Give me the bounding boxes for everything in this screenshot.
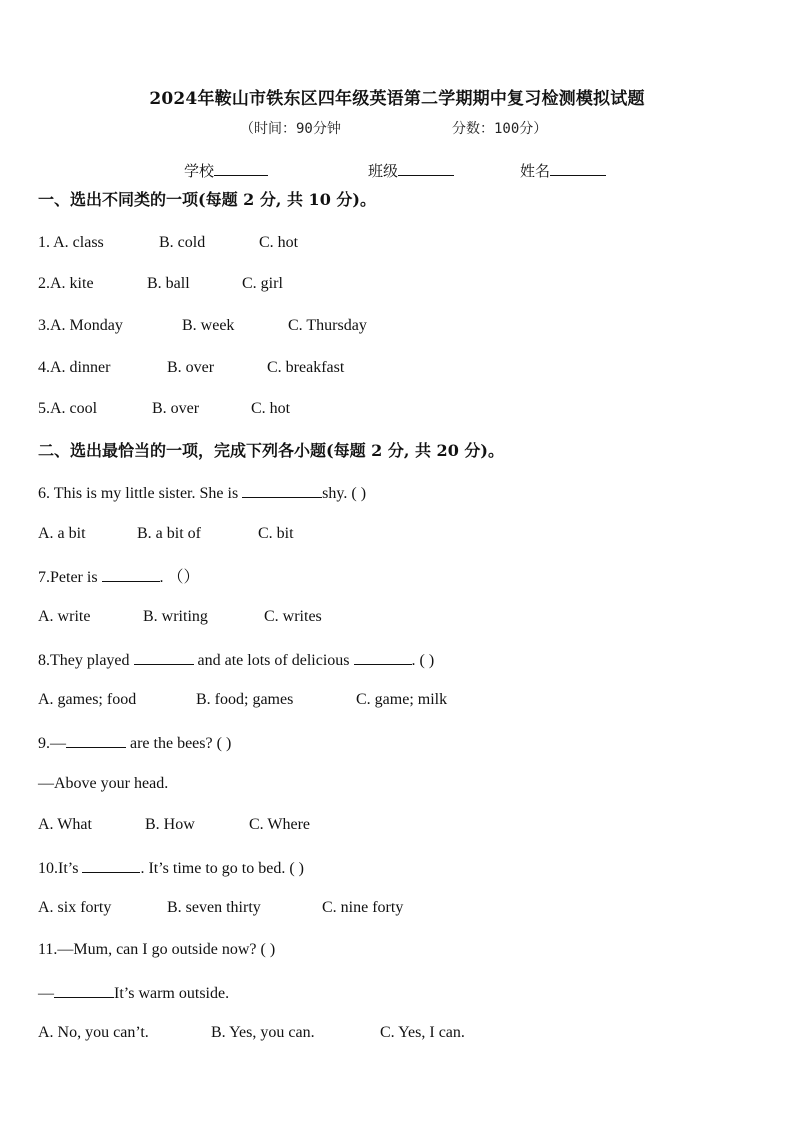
q8-option-a: A. games; food bbox=[38, 691, 137, 708]
q11-blank[interactable] bbox=[54, 981, 114, 998]
q5-option-a: 5.A. cool bbox=[38, 400, 98, 417]
q8-stem-post: . ( ) bbox=[411, 652, 435, 669]
name-field bbox=[520, 160, 606, 181]
q2-option-b: B. ball bbox=[147, 275, 190, 292]
school-blank[interactable] bbox=[214, 161, 268, 176]
class-label: 班级 bbox=[368, 162, 399, 180]
q7-option-b: B. writing bbox=[143, 608, 208, 625]
q10-option-a: A. six forty bbox=[38, 899, 112, 916]
q9-reply: —Above your head. bbox=[38, 775, 169, 792]
q4-option-c: C. breakfast bbox=[267, 359, 345, 376]
q9-option-c: C. Where bbox=[249, 816, 311, 833]
name-label: 姓名 bbox=[520, 162, 551, 180]
q10-blank[interactable] bbox=[82, 856, 140, 873]
q10-option-c: C. nine forty bbox=[322, 899, 404, 916]
question-9 bbox=[38, 731, 231, 753]
q8-blank-1[interactable] bbox=[134, 648, 194, 665]
q7-stem-post: . （） bbox=[159, 569, 200, 586]
q5-option-c: C. hot bbox=[251, 400, 291, 417]
q4-option-b: B. over bbox=[167, 359, 215, 376]
q8-option-c: C. game; milk bbox=[356, 691, 448, 708]
q3-option-b: B. week bbox=[182, 317, 235, 334]
q8-option-b: B. food; games bbox=[196, 691, 294, 708]
q11-option-b: B. Yes, you can. bbox=[211, 1024, 315, 1041]
q6-stem-pre: 6. This is my little sister. She is bbox=[38, 485, 243, 502]
q6-stem-post: shy. ( ) bbox=[322, 485, 367, 502]
page-title: 2024年鞍山市铁东区四年级英语第二学期期中复习检测模拟试题 bbox=[149, 89, 645, 109]
q7-option-c: C. writes bbox=[264, 608, 322, 625]
score-label: 分数：100分） bbox=[452, 121, 548, 137]
q9-option-a: A. What bbox=[38, 816, 92, 833]
q6-blank[interactable] bbox=[242, 481, 322, 498]
q5-option-b: B. over bbox=[152, 400, 200, 417]
class-blank[interactable] bbox=[398, 161, 454, 176]
q8-stem-mid: and ate lots of delicious bbox=[193, 652, 354, 669]
q8-blank-2[interactable] bbox=[354, 648, 412, 665]
exam-meta bbox=[0, 118, 794, 138]
class-field bbox=[368, 160, 454, 181]
q11-reply bbox=[38, 981, 229, 1003]
q8-stem-pre: 8.They played bbox=[38, 652, 134, 669]
q9-blank[interactable] bbox=[66, 731, 126, 748]
q3-option-c: C. Thursday bbox=[288, 317, 367, 334]
q2-option-a: 2.A. kite bbox=[38, 275, 94, 292]
student-info bbox=[0, 160, 794, 180]
school-field bbox=[184, 160, 268, 181]
q11-option-c: C. Yes, I can. bbox=[380, 1024, 465, 1041]
q7-blank[interactable] bbox=[102, 565, 160, 582]
question-10 bbox=[38, 856, 304, 878]
q9-stem-pre: 9.— bbox=[38, 735, 66, 752]
q11-reply-post: It’s warm outside. bbox=[114, 985, 230, 1002]
q1-option-a: 1. A. class bbox=[38, 234, 104, 251]
q6-option-b: B. a bit of bbox=[137, 525, 201, 542]
q7-option-a: A. write bbox=[38, 608, 91, 625]
name-blank[interactable] bbox=[550, 161, 606, 176]
q6-option-c: C. bit bbox=[258, 525, 294, 542]
q7-stem-pre: 7.Peter is bbox=[38, 569, 102, 586]
q1-option-b: B. cold bbox=[159, 234, 206, 251]
school-label: 学校 bbox=[184, 162, 215, 180]
q10-stem-pre: 10.It’s bbox=[38, 860, 83, 877]
q3-option-a: 3.A. Monday bbox=[38, 317, 123, 334]
q1-option-c: C. hot bbox=[259, 234, 299, 251]
question-8 bbox=[38, 648, 434, 670]
q2-option-c: C. girl bbox=[242, 275, 283, 292]
q9-option-b: B. How bbox=[145, 816, 195, 833]
question-6 bbox=[38, 481, 366, 503]
q11-option-a: A. No, you can’t. bbox=[38, 1024, 149, 1041]
q4-option-a: 4.A. dinner bbox=[38, 359, 111, 376]
time-label: （时间：90分钟 bbox=[240, 121, 341, 137]
q10-option-b: B. seven thirty bbox=[167, 899, 261, 916]
section1-heading: 一、选出不同类的一项(每题 2 分, 共 10 分)。 bbox=[38, 190, 376, 209]
q11-reply-pre: — bbox=[38, 985, 54, 1002]
question-7 bbox=[38, 565, 200, 587]
q10-stem-post: . It’s time to go to bed. ( ) bbox=[140, 860, 304, 877]
q9-stem-post: are the bees? ( ) bbox=[126, 735, 232, 752]
q6-option-a: A. a bit bbox=[38, 525, 86, 542]
question-11: 11.—Mum, can I go outside now? ( ) bbox=[38, 941, 276, 958]
section2-heading: 二、选出最恰当的一项，完成下列各小题(每题 2 分, 共 20 分)。 bbox=[38, 441, 504, 460]
